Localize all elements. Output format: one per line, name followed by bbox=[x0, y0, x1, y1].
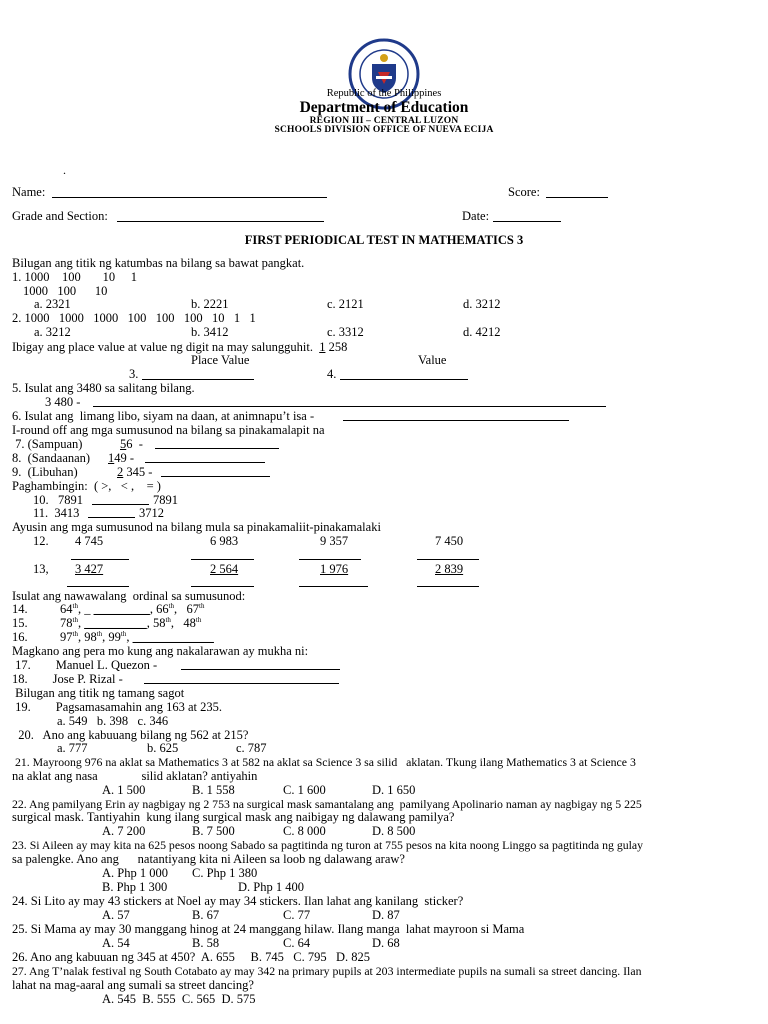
score-label: Score: bbox=[508, 185, 540, 199]
q23-option-d[interactable]: D. Php 1 400 bbox=[238, 880, 304, 894]
q1-line1: 1. 1000 100 10 1 bbox=[12, 270, 137, 284]
q6-answer-line[interactable] bbox=[343, 420, 569, 421]
q14-sup-1: th bbox=[72, 601, 78, 610]
q20-text: 20. Ano ang kabuuang bilang ng 562 at 215? bbox=[12, 728, 249, 742]
q21-option-c[interactable]: C. 1 600 bbox=[283, 783, 326, 797]
q15-sup-3: th bbox=[195, 615, 202, 624]
q15-comma: , bbox=[77, 616, 85, 630]
q15-sep: , bbox=[170, 616, 184, 630]
republic-line: Republic of the Philippines bbox=[326, 88, 442, 99]
s6-instruction: Isulat ang nawawalang ordinal sa sumusunod: bbox=[12, 589, 246, 603]
q22-line2: surgical mask. Tantiyahin kung ilang surgical mask ang naibigay ng dalawang pamilya? bbox=[12, 810, 455, 824]
q5-text: 5. Isulat ang 3480 sa salitang bilang. bbox=[12, 381, 195, 395]
q24-option-a[interactable]: A. 57 bbox=[102, 908, 130, 922]
q25-option-a[interactable]: A. 54 bbox=[102, 936, 130, 950]
q7-rest: 6 - bbox=[126, 437, 147, 451]
q12-blank-2[interactable] bbox=[191, 559, 254, 560]
q21-line1: 21. Mayroong 976 na aklat sa Mathematics 3 at 582 na aklat sa Science 3 sa silid aklatan. Tkung ilang Mathematics 3 at Science 3 bbox=[12, 755, 636, 769]
q7-answer-line[interactable] bbox=[155, 448, 279, 449]
q15-term-3: 48 bbox=[183, 616, 196, 630]
q19-options[interactable]: a. 549 b. 398 c. 346 bbox=[57, 714, 169, 728]
grade-section-field[interactable] bbox=[117, 221, 324, 222]
q16-term-3: 99 bbox=[108, 630, 121, 644]
q25-text: 25. Si Mama ay may 30 manggang hinog at 24 manggang hilaw. Ilang manga lahat mayroon si Mama bbox=[12, 922, 525, 936]
q20-option-a[interactable]: a. 777 bbox=[57, 741, 88, 755]
q23-option-a[interactable]: A. Php 1 000 bbox=[102, 866, 168, 880]
q15-label: 15. bbox=[12, 616, 28, 630]
q12-label: 12. bbox=[33, 534, 49, 548]
s7-instruction: Magkano ang pera mo kung ang nakalarawan ay mukha ni: bbox=[12, 644, 309, 658]
s5-instruction: Ayusin ang mga sumusunod na bilang mula sa pinakamaliit-pinakamalaki bbox=[12, 520, 381, 534]
q13-label: 13, bbox=[33, 562, 49, 576]
q22-option-a[interactable]: A. 7 200 bbox=[102, 824, 146, 838]
q16-sup-3: th bbox=[120, 629, 127, 638]
q12-num-3: 9 357 bbox=[320, 534, 349, 548]
q15-sequence bbox=[60, 616, 201, 630]
q16-term-1: 97 bbox=[60, 630, 73, 644]
q13-num-3: 1 976 bbox=[320, 562, 349, 576]
q5-answer-line[interactable] bbox=[93, 406, 606, 407]
q23-option-b[interactable]: B. Php 1 300 bbox=[102, 880, 168, 894]
q24-option-d[interactable]: D. 87 bbox=[372, 908, 400, 922]
grade-section-label: Grade and Section: bbox=[12, 209, 108, 223]
q27-options[interactable]: A. 545 B. 555 C. 565 D. 575 bbox=[102, 992, 256, 1006]
q14-comma: , bbox=[149, 602, 157, 616]
q3-answer-line[interactable] bbox=[142, 379, 254, 380]
q17-text: 17. Manuel L. Quezon - bbox=[12, 658, 161, 672]
s2-instruction-text: Ibigay ang place value at value ng digit na may salungguhit. bbox=[12, 340, 320, 354]
s2-number-underlined: 1 bbox=[319, 340, 326, 354]
q12-num-2: 6 983 bbox=[210, 534, 239, 548]
q9-label: 9. (Libuhan) bbox=[12, 465, 78, 479]
region-line: REGION III – CENTRAL LUZON bbox=[309, 116, 459, 126]
q11-answer-line[interactable] bbox=[88, 517, 135, 518]
q12-num-1: 4 745 bbox=[75, 534, 104, 548]
q16-label: 16. bbox=[12, 630, 28, 644]
q14-sequence bbox=[60, 602, 204, 616]
s3-instruction: I-round off ang mga sumusunod na bilang sa pinakamalapit na bbox=[12, 423, 325, 437]
q12-blank-4[interactable] bbox=[417, 559, 479, 560]
q14-term-1: 64 bbox=[60, 602, 73, 616]
q18-answer-line[interactable] bbox=[144, 683, 339, 684]
q8-digit: 1 bbox=[108, 451, 115, 465]
q12-num-4: 7 450 bbox=[435, 534, 464, 548]
q5-answer-prefix: 3 480 - bbox=[45, 395, 84, 409]
q7-digit: 5 bbox=[120, 437, 127, 451]
stray-dot: . bbox=[63, 163, 66, 177]
q8-label: 8. (Sandaanan) bbox=[12, 451, 91, 465]
q27-line1: 27. Ang T’nalak festival ng South Cotabato ay may 342 na primary pupils at 203 intermediate pupils na sumali sa street dancing. Ilan bbox=[12, 964, 642, 978]
q15-term-2: 58 bbox=[152, 616, 166, 630]
q2-option-c[interactable]: c. 3312 bbox=[327, 325, 364, 339]
q15-term-1: 78 bbox=[60, 616, 73, 630]
date-field[interactable] bbox=[493, 221, 561, 222]
s2-number-rest: 258 bbox=[325, 340, 348, 354]
q23-line1: 23. Si Aileen ay may kita na 625 pesos noong Sabado sa pagtitinda ng turon at 755 pesos na kita noong Linggo sa pagtitinda ng gulay bbox=[12, 838, 644, 852]
q26-text: 26. Ano ang kabuuan ng 345 at 450? A. 655 B. 745 C. 795 D. 825 bbox=[12, 950, 370, 964]
q24-text: 24. Si Lito ay may 43 stickers at Noel ay may 34 stickers. Ilan lahat ang kanilang sticker? bbox=[12, 894, 464, 908]
q23-option-c[interactable]: C. Php 1 380 bbox=[192, 866, 258, 880]
q8-number bbox=[108, 451, 137, 465]
q2-line1: 2. 1000 1000 1000 100 100 100 10 1 1 bbox=[12, 311, 256, 325]
q2-option-a[interactable]: a. 3212 bbox=[34, 325, 71, 339]
q9-number bbox=[117, 465, 156, 479]
q1-option-c[interactable]: c. 2121 bbox=[327, 297, 364, 311]
q1-option-a[interactable]: a. 2321 bbox=[34, 297, 71, 311]
q17-answer-line[interactable] bbox=[181, 669, 340, 670]
q16-sequence bbox=[60, 630, 214, 644]
q12-blank-3[interactable] bbox=[299, 559, 361, 560]
q13-blank-4[interactable] bbox=[417, 586, 479, 587]
q20-option-b[interactable]: b. 625 bbox=[147, 741, 179, 755]
q16-term-2: 98 bbox=[84, 630, 97, 644]
q20-option-c[interactable]: c. 787 bbox=[236, 741, 267, 755]
q21-option-b[interactable]: B. 1 558 bbox=[192, 783, 235, 797]
q2-option-b[interactable]: b. 3412 bbox=[191, 325, 229, 339]
s1-instruction: Bilugan ang titik ng katumbas na bilang sa bawat pangkat. bbox=[12, 256, 305, 270]
place-value-header: Place Value bbox=[191, 353, 250, 367]
department-title: Department of Education bbox=[299, 99, 469, 116]
q13-blank-2[interactable] bbox=[191, 586, 254, 587]
q14-term-3: 67 bbox=[186, 602, 200, 616]
q14-blank[interactable]: _________ bbox=[93, 602, 150, 616]
q22-option-c[interactable]: C. 8 000 bbox=[283, 824, 326, 838]
q15-blank[interactable]: __________ bbox=[84, 616, 147, 630]
q12-blank-1[interactable] bbox=[71, 559, 129, 560]
q2-option-d[interactable]: d. 4212 bbox=[463, 325, 501, 339]
q16-sup-1: th bbox=[72, 629, 78, 638]
q15-sup-1: th bbox=[72, 615, 78, 624]
q24-option-b[interactable]: B. 67 bbox=[192, 908, 220, 922]
q14-label: 14. bbox=[12, 602, 28, 616]
division-line: SCHOOLS DIVISION OFFICE OF NUEVA ECIJA bbox=[274, 125, 494, 135]
test-title: FIRST PERIODICAL TEST IN MATHEMATICS 3 bbox=[244, 233, 524, 247]
q22-option-d[interactable]: D. 8 500 bbox=[372, 824, 416, 838]
s4-instruction: Paghambingin: ( >, < , = ) bbox=[12, 479, 161, 493]
q7-label: 7. (Sampuan) bbox=[12, 437, 83, 451]
q22-line1: 22. Ang pamilyang Erin ay nagbigay ng 2 753 na surgical mask samantalang ang pamilyang Apolinario naman ay nagbigay ng 5 225 bbox=[12, 797, 642, 811]
q10-right: 7891 bbox=[153, 493, 178, 507]
q15-comma-2: , bbox=[146, 616, 153, 630]
q4-answer-line[interactable] bbox=[340, 379, 468, 380]
score-field[interactable] bbox=[546, 197, 608, 198]
q14-sep: , bbox=[174, 602, 187, 616]
q16-sup-2: th bbox=[96, 629, 103, 638]
q13-blank-3[interactable] bbox=[299, 586, 368, 587]
q24-option-c[interactable]: C. 77 bbox=[283, 908, 311, 922]
q19-text: 19. Pagsamasamahin ang 163 at 235. bbox=[12, 700, 223, 714]
q22-option-b[interactable]: B. 7 500 bbox=[192, 824, 235, 838]
q1-option-b[interactable]: b. 2221 bbox=[191, 297, 229, 311]
q9-rest: 345 - bbox=[123, 465, 156, 479]
date-label: Date: bbox=[462, 209, 490, 223]
q4-label: 4. bbox=[327, 367, 337, 381]
q13-num-4: 2 839 bbox=[435, 562, 464, 576]
q16-comma: , bbox=[77, 630, 85, 644]
q10-answer-line[interactable] bbox=[92, 504, 149, 505]
q14-term-2: 66 bbox=[156, 602, 169, 616]
q13-num-2: 2 564 bbox=[210, 562, 239, 576]
q16-comma-2: , bbox=[102, 630, 109, 644]
q18-text: 18. Jose P. Rizal - bbox=[12, 672, 126, 686]
q16-comma-3: , bbox=[126, 630, 133, 644]
q11-right: 3712 bbox=[139, 506, 164, 520]
q21-line2: na aklat ang nasa silid aklatan? antiyahin bbox=[12, 769, 258, 783]
q25-option-c[interactable]: C. 64 bbox=[283, 936, 311, 950]
name-label: Name: bbox=[12, 185, 46, 199]
name-field[interactable] bbox=[52, 197, 327, 198]
q13-num-1: 3 427 bbox=[75, 562, 104, 576]
q1-option-d[interactable]: d. 3212 bbox=[463, 297, 501, 311]
q27-line2: lahat na mag-aaral ang sumali sa street dancing? bbox=[12, 978, 254, 992]
q7-number bbox=[120, 437, 146, 451]
q21-option-d[interactable]: D. 1 650 bbox=[372, 783, 416, 797]
q11-left: 11. 3413 bbox=[33, 506, 80, 520]
s8-instruction: Bilugan ang titik ng tamang sagot bbox=[12, 686, 185, 700]
q1-line2: 1000 100 10 bbox=[23, 284, 108, 298]
q14-mid: , _ bbox=[77, 602, 94, 616]
q13-blank-1[interactable] bbox=[67, 586, 129, 587]
q8-rest: 49 - bbox=[114, 451, 138, 465]
q10-left: 10. 7891 bbox=[33, 493, 83, 507]
s2-instruction bbox=[12, 340, 347, 354]
q23-line2: sa palengke. Ano ang natantiyang kita ni Aileen sa loob ng dalawang araw? bbox=[12, 852, 405, 866]
q8-answer-line[interactable] bbox=[145, 462, 265, 463]
q14-sup-2: th bbox=[168, 601, 175, 610]
q6-text: 6. Isulat ang limang libo, siyam na daan, at animnapu’t isa - bbox=[12, 409, 318, 423]
q9-digit: 2 bbox=[117, 465, 124, 479]
q9-answer-line[interactable] bbox=[161, 476, 270, 477]
value-header: Value bbox=[418, 353, 447, 367]
q3-label: 3. bbox=[129, 367, 139, 381]
q25-option-d[interactable]: D. 68 bbox=[372, 936, 400, 950]
q15-sup-2: th bbox=[165, 615, 171, 624]
q21-option-a[interactable]: A. 1 500 bbox=[102, 783, 146, 797]
q16-blank[interactable]: _____________ bbox=[132, 630, 214, 644]
q25-option-b[interactable]: B. 58 bbox=[192, 936, 220, 950]
q14-sup-3: th bbox=[199, 601, 205, 610]
